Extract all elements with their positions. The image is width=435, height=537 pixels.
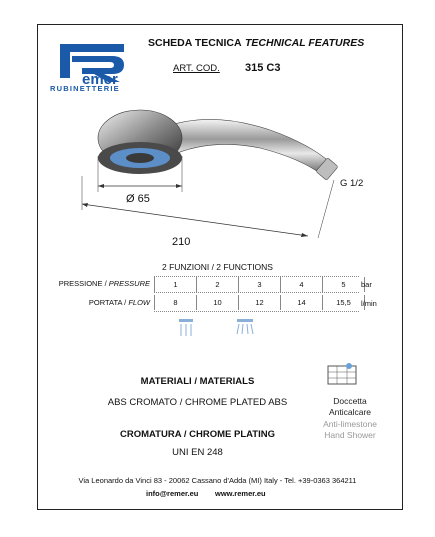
footer-email[interactable]: info@remer.eu xyxy=(146,489,199,498)
materials-value: ABS CROMATO / CHROME PLATED ABS xyxy=(107,397,288,408)
plating-heading: CROMATURA / CHROME PLATING xyxy=(120,429,275,440)
hand-shower-drawing xyxy=(70,100,370,260)
rain-jet-icon xyxy=(236,318,254,338)
functions-title: 2 FUNZIONI / 2 FUNCTIONS xyxy=(162,262,273,272)
footer-website[interactable]: www.remer.eu xyxy=(215,489,266,498)
badge-line-3: Anti-limestone xyxy=(323,419,377,429)
flow-row xyxy=(154,295,365,310)
length-dimension: 210 xyxy=(172,236,191,248)
brand-subtitle: RUBINETTERIE xyxy=(50,84,120,93)
footer-address: Via Leonardo da Vinci 83 - 20062 Cassano d'Adda (MI) Italy - Tel. +39-0363 364211 xyxy=(78,476,357,485)
table-divider xyxy=(154,311,359,312)
flow-label-it: PORTATA / xyxy=(88,298,129,307)
flow-cell: 10 xyxy=(197,295,239,310)
article-code-label: ART. COD. xyxy=(173,63,220,74)
flow-unit: l/min xyxy=(361,299,377,308)
materials-heading: MATERIALI / MATERIALS xyxy=(140,376,255,387)
pressure-cell: 2 xyxy=(197,277,239,292)
spray-jet-icon xyxy=(178,318,194,338)
pressure-row xyxy=(154,277,365,292)
pressure-cell: 3 xyxy=(239,277,281,292)
svg-text:emer: emer xyxy=(82,71,118,88)
pressure-cell: 4 xyxy=(281,277,323,292)
flow-cell: 14 xyxy=(281,295,323,310)
pressure-cell: 5 xyxy=(323,277,365,292)
flow-label-en: FLOW xyxy=(128,298,150,307)
flow-cell: 15,5 xyxy=(323,295,365,310)
title-italian: SCHEDA TECNICA xyxy=(148,37,242,49)
thread-dimension: G 1/2 xyxy=(340,178,364,189)
flow-cell: 8 xyxy=(155,295,197,310)
table-divider xyxy=(154,292,359,293)
pressure-cell: 1 xyxy=(155,277,197,292)
article-code-value: 315 C3 xyxy=(245,62,281,74)
pressure-unit: bar xyxy=(361,280,372,289)
pressure-label-en: PRESSURE xyxy=(108,279,150,288)
pressure-label xyxy=(20,279,150,288)
standard-value: UNI EN 248 xyxy=(172,447,223,458)
pressure-label-it: PRESSIONE / xyxy=(58,279,109,288)
badge-line-2: Anticalcare xyxy=(328,407,372,417)
flow-cell: 12 xyxy=(239,295,281,310)
anti-limestone-shower-icon xyxy=(327,362,357,386)
title-english: TECHNICAL FEATURES xyxy=(245,37,365,49)
flow-label xyxy=(20,298,150,307)
diameter-dimension: Ø 65 xyxy=(126,193,150,205)
badge-line-4: Hand Shower xyxy=(324,430,376,440)
badge-line-1: Doccetta xyxy=(333,396,367,406)
